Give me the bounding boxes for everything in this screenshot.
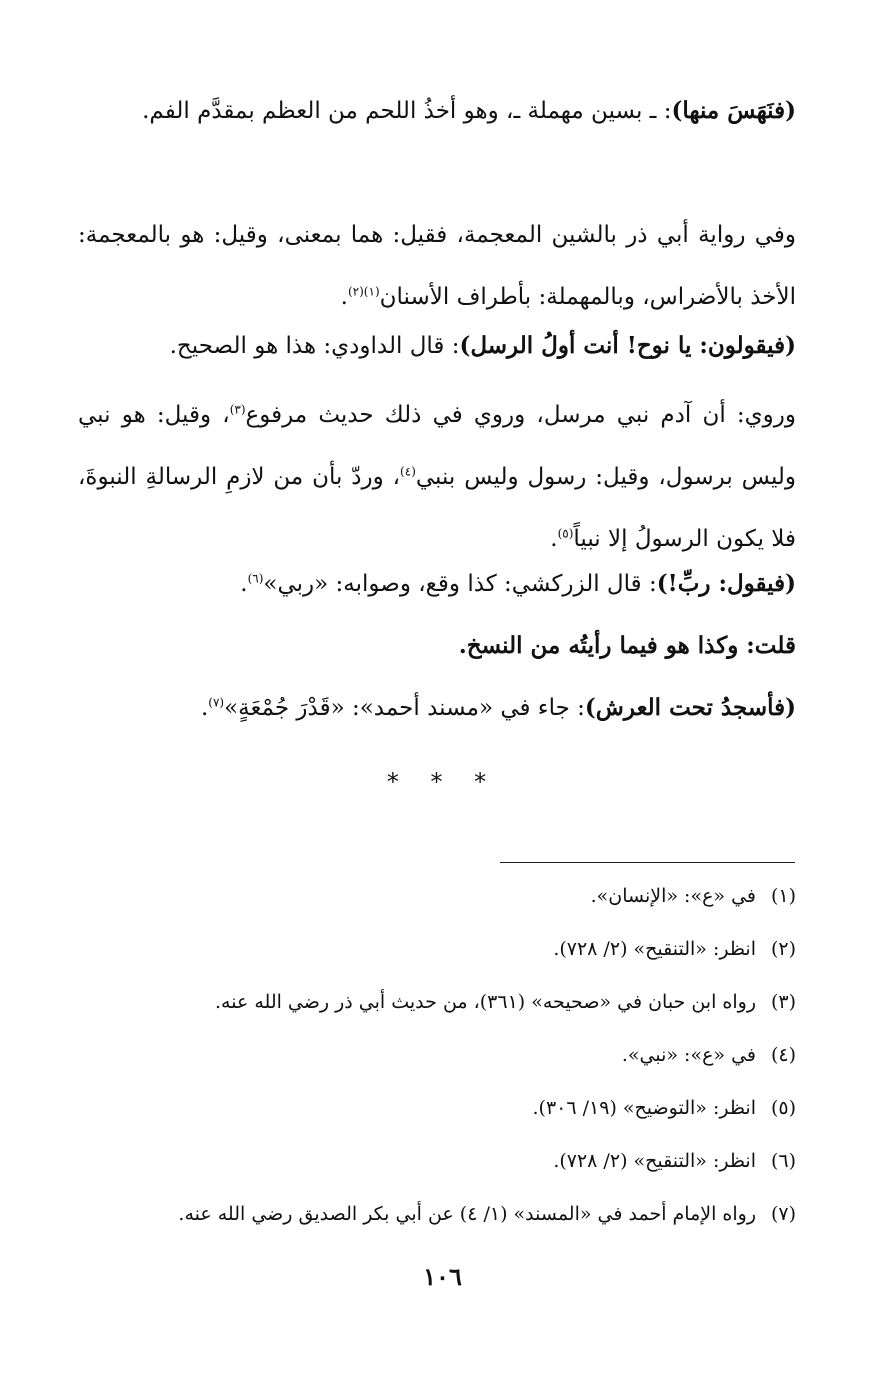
footnote-1 [78,885,796,907]
paragraph-lead: (فأسجدُ تحت العرش) [584,694,796,721]
paragraph-nuh [78,332,796,359]
footnote-text: انظر: «التوضيح» (١٩/ ٣٠٦). [532,1097,756,1119]
paragraph-rabbi [78,570,796,597]
page-number: ١٠٦ [423,1262,462,1291]
footnote-5 [78,1097,796,1119]
footnote-3 [78,991,796,1013]
footnote-number: (٣) [770,991,796,1013]
footnote-6 [78,1150,796,1172]
footnote-4 [78,1044,796,1066]
paragraph-text: قلت: وكذا هو فيما رأيتُه من النسخ. [458,632,796,659]
footnote-reference[interactable]: (٦) [247,571,264,586]
paragraph-sujood [78,694,796,721]
footnote-text: في «ع»: «نبي». [621,1044,756,1066]
section-separator: * * * [386,768,499,796]
footnote-divider [500,862,795,863]
paragraph-end-mark: . [340,284,348,310]
footnote-reference[interactable]: (٥) [557,526,574,541]
paragraph-lead: (فيقول: ربِّ!) [656,570,796,597]
paragraph-text: وفي رواية أبي ذر بالشين المعجمة، فقيل: هما بمعنى، وقيل: هو بالمعجمة: الأخذ بالأضراس، وبالمهملة: بأطراف الأسنان [78,222,796,310]
paragraph-lead: (فنَهَسَ منها) [671,97,796,124]
paragraph-end-mark: . [200,695,209,721]
footnote-7 [78,1203,796,1225]
footnote-reference[interactable]: (٧) [208,695,225,710]
footnote-text: انظر: «التنقيح» (٢/ ٧٢٨). [553,1150,756,1172]
footnote-number: (٢) [770,938,796,960]
paragraph-text: : ـ بسين مهملة ـ، وهو أخذُ اللحم من العظم بمقدَّم الفم. [142,98,672,124]
paragraph-nahasa [78,80,796,142]
paragraph-text: : جاء في «مسند أحمد»: «قَدْرَ جُمْعَةٍ» [224,695,585,721]
footnote-number: (١) [770,885,796,907]
footnote-number: (٥) [770,1097,796,1119]
footnote-reference[interactable]: (١)(٢) [347,284,380,299]
paragraph-text: : قال الزركشي: كذا وقع، وصوابه: «ربي» [263,571,657,597]
footnote-number: (٧) [770,1203,796,1225]
footnote-number: (٤) [770,1044,796,1066]
footnote-reference[interactable]: (٤) [400,464,416,479]
paragraph-text: ، وردّ بأن من لازمِ الرسالةِ النبوةَ، فلا يكون الرسولُ إلا نبياً [78,464,796,552]
footnote-2 [78,938,796,960]
paragraph-text: : قال الداودي: هذا هو الصحيح. [169,333,460,359]
paragraph-end-mark: . [240,571,248,597]
paragraph-lead: (فيقولون: يا نوح! أنت أولُ الرسل) [459,332,796,359]
paragraph-abu-dharr-narration [78,204,796,328]
footnote-text: في «ع»: «الإنسان». [590,885,756,907]
footnote-text: انظر: «التنقيح» (٢/ ٧٢٨). [553,938,756,960]
paragraph-end-mark: . [550,526,558,552]
footnote-reference[interactable]: (٣) [229,402,246,417]
paragraph-text: وروي: أن آدم نبي مرسل، وروي في ذلك حديث مرفوع [245,402,797,428]
footnote-text: رواه ابن حبان في «صحيحه» (٣٦١)، من حديث أبي ذر رضي الله عنه. [215,991,756,1013]
paragraph-adam-prophet [78,384,796,570]
paragraph-copies-note [78,632,796,659]
paragraph-text: ، وقيل: هو نبي وليس برسول، وقيل: رسول وليس بنبي [78,402,796,490]
footnote-text: رواه الإمام أحمد في «المسند» (١/ ٤) عن أبي بكر الصديق رضي الله عنه. [178,1203,756,1225]
footnote-number: (٦) [770,1150,796,1172]
